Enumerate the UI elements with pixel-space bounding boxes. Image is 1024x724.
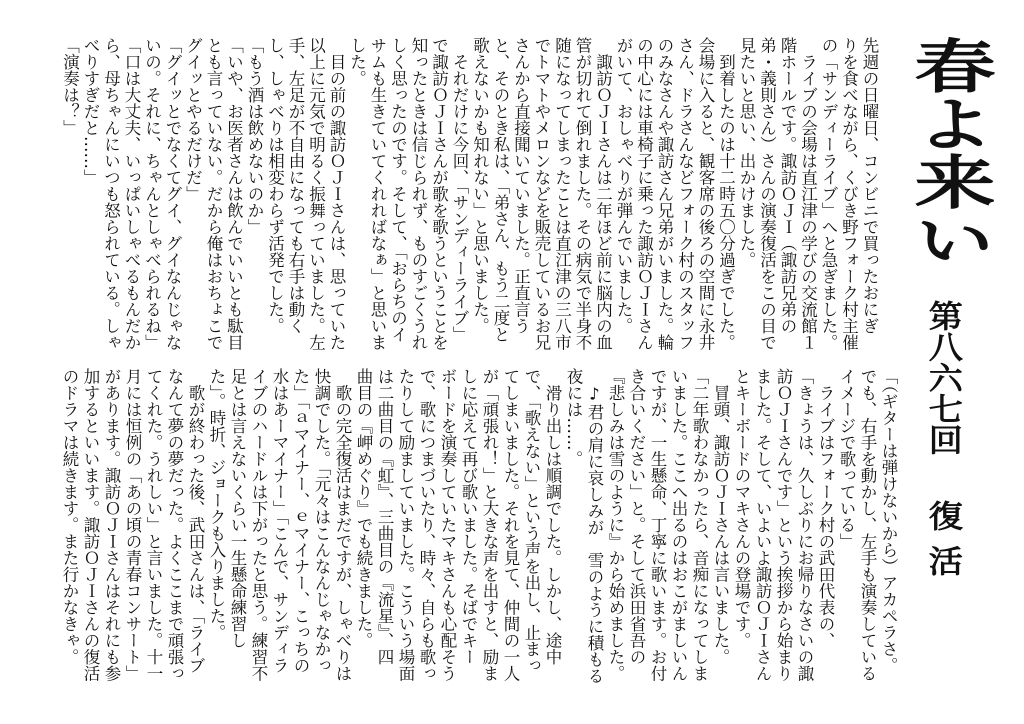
text-column: た」。時折、ジョークも入りました。 bbox=[207, 368, 226, 641]
text-column: 訪ＯＪＩさんです」という挨拶から始まり bbox=[774, 368, 793, 682]
upper-article-block bbox=[59, 37, 879, 359]
text-column: いました。ここへ出るのはおこがましいん bbox=[669, 368, 688, 682]
text-column: 加するといいます。諏訪ＯＪＩさんの復活 bbox=[81, 368, 100, 682]
text-column: 「いや、お医者さんは飲んでいいとも駄目 bbox=[224, 37, 244, 351]
text-column: ライブの会場は直江津の学びの交流館１ bbox=[798, 37, 818, 351]
text-column: サムも生きていてくれればなぁ」と思いま bbox=[368, 37, 387, 351]
text-column: 以上に元気で明るく振舞っていました。左 bbox=[306, 37, 326, 351]
text-column: てくれた。うれしい」と言いました。十一 bbox=[144, 368, 163, 682]
lower-article-block bbox=[59, 368, 899, 698]
text-column: 「きょうは、久しぶりにお帰りなさいの諏 bbox=[795, 368, 814, 682]
text-column: でも、右手を動かし、左手も演奏している bbox=[858, 368, 877, 682]
text-column: し、しゃべりは相変わらず活発でした。 bbox=[265, 37, 285, 334]
text-column: がいて、おしゃべりが弾んでいました。 bbox=[614, 37, 633, 334]
text-column: は二曲目の『虹』、三曲目の『流星』、四 bbox=[375, 368, 394, 665]
text-column: 管が切れて倒れました。その病気で半身不 bbox=[573, 37, 592, 351]
text-column: 月には恒例の「あの頃の青春コンサート」 bbox=[123, 368, 142, 682]
text-column: 到着したのは十二時五〇分過ぎでした。 bbox=[716, 37, 736, 351]
text-column: さん、ドラさんなどフォーク村のスタッフ bbox=[675, 37, 695, 351]
text-column: 知ったときは信じられず、ものすごくうれ bbox=[409, 37, 428, 351]
text-column: ♪君の肩に哀しみが 雪のように積もる bbox=[585, 368, 604, 684]
text-column: で、歌につまづいたり、時々、自らも歌っ bbox=[417, 368, 436, 682]
article-subtitle: 復活 bbox=[922, 500, 962, 590]
text-column: 階ホールです。諏訪ＯＪＩ（諏訪兄弟の bbox=[778, 37, 797, 334]
episode-number: 第八六七回 bbox=[922, 300, 962, 455]
text-column: 歌えないかも知れない」と思いました。 bbox=[470, 37, 490, 334]
text-column: しく思ったのです。そして、「おらちのイ bbox=[388, 37, 408, 343]
text-column: りを食べながら、くびき野フォーク村主催 bbox=[839, 37, 859, 351]
text-column: さんから直接聞いていました。正直言う bbox=[511, 37, 531, 334]
text-column: 諏訪ＯＪＩさんは二年ほど前に脳内の血 bbox=[593, 37, 613, 351]
text-column: た」「ａマイナー、ｅマイナー、こっちの bbox=[291, 368, 310, 674]
text-column: 歌の完全復活はまだですが、しゃべりは bbox=[333, 368, 352, 682]
text-column: と、そのとき私は、「弟さん、もう二度と bbox=[491, 37, 510, 343]
text-column: 「二年歌わなかったら、音痴になってしま bbox=[690, 368, 709, 682]
text-column: 夜には……。 bbox=[564, 368, 583, 467]
text-column: した。 bbox=[347, 37, 367, 87]
text-column: とキーボードのマキさんの登場です。 bbox=[732, 368, 751, 649]
text-column: 『悲しみは雪のように』から始めました。 bbox=[606, 368, 625, 682]
text-column: ボードを演奏していたマキさんも心配そう bbox=[438, 368, 457, 682]
text-column: 曲目の『岬めぐり』でも続きました。 bbox=[354, 368, 373, 649]
text-column: で諏訪ＯＪＩさんが歌を歌うということを bbox=[429, 37, 449, 351]
text-column: 「（ギターは弾けないから）アカペラさ。 bbox=[879, 368, 898, 674]
text-column: 足とは言えないくらい一生懸命練習し bbox=[228, 368, 247, 649]
text-column: 滑り出しは順調でした。しかし、途中 bbox=[543, 368, 562, 665]
text-column: いの。それに、ちゃんとしゃべられるね」 bbox=[142, 37, 162, 351]
text-column: 「グイッとでなくてグイ、グイなんじゃな bbox=[163, 37, 182, 351]
text-column: ら、母ちゃんにいつも怒られている。しゃ bbox=[101, 37, 121, 351]
text-column: でトマトやメロンなどを販売しているお兄 bbox=[532, 37, 551, 351]
text-column: で、「歌えない」という声を出し、止まっ bbox=[522, 368, 541, 674]
text-column: 「口は大丈夫、いっぱいしゃべるもんだか bbox=[122, 37, 141, 351]
text-column: 見たいと思い、出かけました。 bbox=[737, 37, 756, 268]
column-title: 春よ来い bbox=[900, 36, 996, 268]
text-column: イメージで歌っている」 bbox=[837, 368, 856, 550]
text-column: イブのハードルは下がったと思う。練習不 bbox=[249, 368, 268, 682]
text-column: てしまいました。それを見て、仲間の一人 bbox=[501, 368, 520, 682]
text-column: 歌が終わった後、武田さんは、「ライブ bbox=[186, 368, 205, 674]
text-column: 会場に入ると、観客席の後ろの空間に永井 bbox=[696, 37, 715, 351]
text-column: のみなさんや諏訪さん兄弟がいました。輪 bbox=[655, 37, 674, 351]
text-column: 「演奏は？」 bbox=[60, 37, 80, 136]
text-column: ライブはフォーク村の武田代表の、 bbox=[816, 368, 835, 649]
text-column: グイッとやるだけだ」 bbox=[183, 37, 203, 202]
text-column: なんて夢の夢だった。よくここまで頑張っ bbox=[165, 368, 184, 682]
text-column: ました。そして、いよいよ諏訪ＯＪＩさん bbox=[753, 368, 772, 682]
text-column: ですが、一生懸命、丁寧に歌います。お付 bbox=[648, 368, 667, 682]
text-column: の「サンディーライブ」へと急ぎました。 bbox=[819, 37, 838, 351]
text-column: それだけに今回、「サンディーライブ」 bbox=[450, 37, 469, 343]
text-column: の中心には車椅子に乗った諏訪ＯＪＩさん bbox=[634, 37, 654, 351]
text-column: 弟・義則さん）さんの演奏復活をこの目で bbox=[757, 37, 777, 351]
text-column: 冒頭、諏訪ＯＪＩさんは言いました。 bbox=[711, 368, 730, 665]
text-column: き合いください」と。そして浜田省吾の bbox=[627, 368, 646, 665]
text-column: とも言っていない。だから俺はおちょこで bbox=[204, 37, 223, 351]
text-column: 目の前の諏訪ＯＪＩさんは、思っていた bbox=[327, 37, 346, 351]
text-column: のドラマは続きます。また行かなきゃ。 bbox=[60, 368, 79, 665]
text-column: たりして励ましていました。こういう場面 bbox=[396, 368, 415, 682]
text-column: しに応えて再び歌いました。そばでキー bbox=[459, 368, 478, 665]
text-column: べりすぎだと……」 bbox=[81, 37, 100, 186]
text-column: 「もう酒は飲めないのか」 bbox=[245, 37, 264, 235]
text-column: 先週の日曜日、コンビニで買ったおにぎ bbox=[860, 37, 879, 334]
text-column: 随になってしまったことは直江津の三八市 bbox=[552, 37, 572, 351]
text-column: 手、左足が不自由になっても右手は動く bbox=[286, 37, 305, 334]
text-column: があります。諏訪ＯＪＩさんはそれにも参 bbox=[102, 368, 121, 682]
text-column: が「頑張れ！」と大きな声を出すと、励ま bbox=[480, 368, 499, 682]
text-column: 水はあーマイナー」「こんで、サンディラ bbox=[270, 368, 289, 674]
text-column: 快調でした。「元々はこんなんじゃなかっ bbox=[312, 368, 331, 674]
